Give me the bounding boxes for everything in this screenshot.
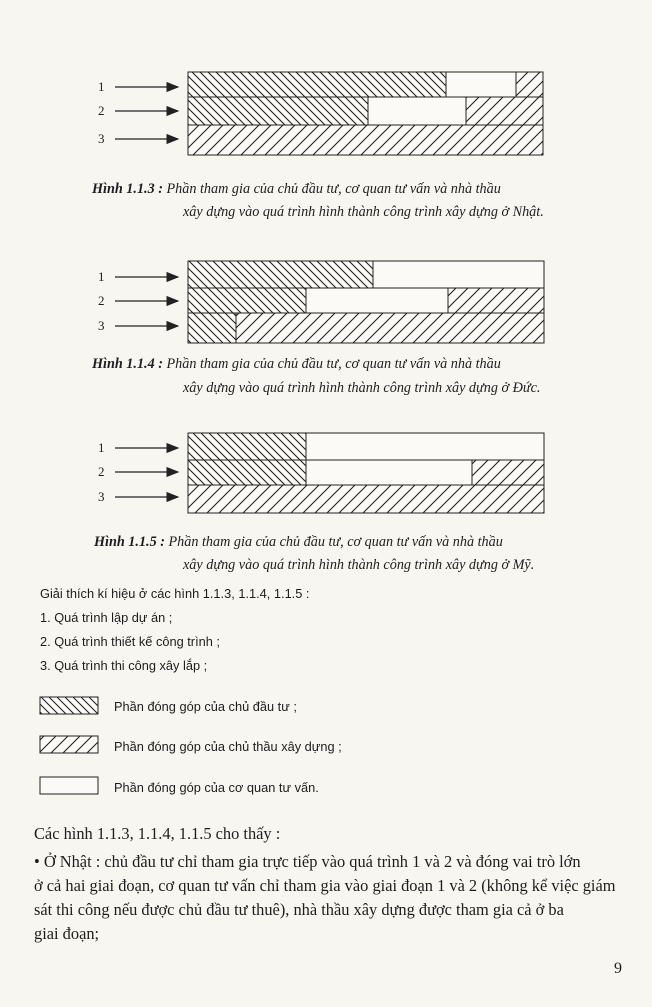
fig3-row-label-3: 3 bbox=[98, 489, 105, 504]
fig1-row-label-1: 1 bbox=[98, 79, 105, 94]
legend-process-1: 1. Quá trình lập dự án ; bbox=[40, 610, 173, 625]
fig1-caption-line1: Phần tham gia của chủ đầu tư, cơ quan tư vấn và nhà thầu bbox=[166, 181, 501, 197]
fig2-caption bbox=[92, 355, 562, 374]
fig3-row-label-2: 2 bbox=[98, 464, 105, 479]
fig3-caption-line1: Phần tham gia của chủ đầu tư, cơ quan tư vấn và nhà thầu bbox=[168, 534, 503, 550]
fig2-caption-line2: xây dựng vào quá trình hình thành công trình xây dựng ở Đức. bbox=[183, 380, 541, 396]
fig2-caption-line1: Phần tham gia của chủ đầu tư, cơ quan tư vấn và nhà thầu bbox=[166, 356, 501, 372]
body-intro: Các hình 1.1.3, 1.1.4, 1.1.5 cho thấy : bbox=[34, 824, 281, 843]
legend-title: Giải thích kí hiệu ở các hình 1.1.3, 1.1.4, 1.1.5 : bbox=[40, 586, 310, 601]
fig1-row-label-2: 2 bbox=[98, 103, 105, 118]
fig3-caption-label: Hình 1.1.5 : bbox=[94, 534, 165, 550]
legend-consultant-label: Phần đóng góp của cơ quan tư vấn. bbox=[114, 780, 319, 795]
legend-process-3: 3. Quá trình thi công xây lắp ; bbox=[40, 658, 208, 673]
legend-swatch-consultant bbox=[40, 777, 98, 794]
legend-swatch-builder bbox=[40, 736, 98, 753]
fig1-caption bbox=[92, 180, 562, 199]
fig2-row-label-1: 1 bbox=[98, 269, 105, 284]
figure-germany bbox=[115, 261, 544, 343]
fig1-row-label-3: 3 bbox=[98, 131, 105, 146]
fig1-caption-line2: xây dựng vào quá trình hình thành công trình xây dựng ở Nhật. bbox=[183, 204, 544, 220]
fig2-row-label-2: 2 bbox=[98, 293, 105, 308]
fig2-row-label-3: 3 bbox=[98, 318, 105, 333]
page-number: 9 bbox=[614, 960, 622, 977]
legend-builder-label: Phần đóng góp của chủ thầu xây dựng ; bbox=[114, 739, 342, 754]
fig3-caption-line2: xây dựng vào quá trình hình thành công trình xây dựng ở Mỹ. bbox=[183, 557, 535, 573]
fig2-caption-label: Hình 1.1.4 : bbox=[92, 356, 163, 372]
legend-swatch-owner bbox=[40, 697, 98, 714]
legend-process-2: 2. Quá trình thiết kế công trình ; bbox=[40, 634, 220, 649]
body-bullet-line1: • Ở Nhật : chủ đầu tư chỉ tham gia trực tiếp vào quá trình 1 và 2 và đóng vai trò lớn bbox=[34, 852, 581, 871]
fig3-caption bbox=[94, 533, 564, 552]
legend-owner-label: Phần đóng góp của chủ đầu tư ; bbox=[114, 699, 297, 714]
fig1-caption-label: Hình 1.1.3 : bbox=[92, 181, 163, 197]
figure-japan bbox=[115, 72, 543, 155]
fig3-row-label-1: 1 bbox=[98, 440, 105, 455]
figure-usa bbox=[115, 433, 544, 513]
body-bullet-line3: sát thi công nếu được chủ đầu tư thuê), nhà thầu xây dựng được tham gia cả ở ba bbox=[34, 900, 564, 919]
body-bullet-line2: ở cả hai giai đoạn, cơ quan tư vấn chỉ tham gia vào giai đoạn 1 và 2 (không kể việc giám bbox=[34, 876, 616, 895]
body-bullet-line4: giai đoạn; bbox=[34, 924, 100, 943]
